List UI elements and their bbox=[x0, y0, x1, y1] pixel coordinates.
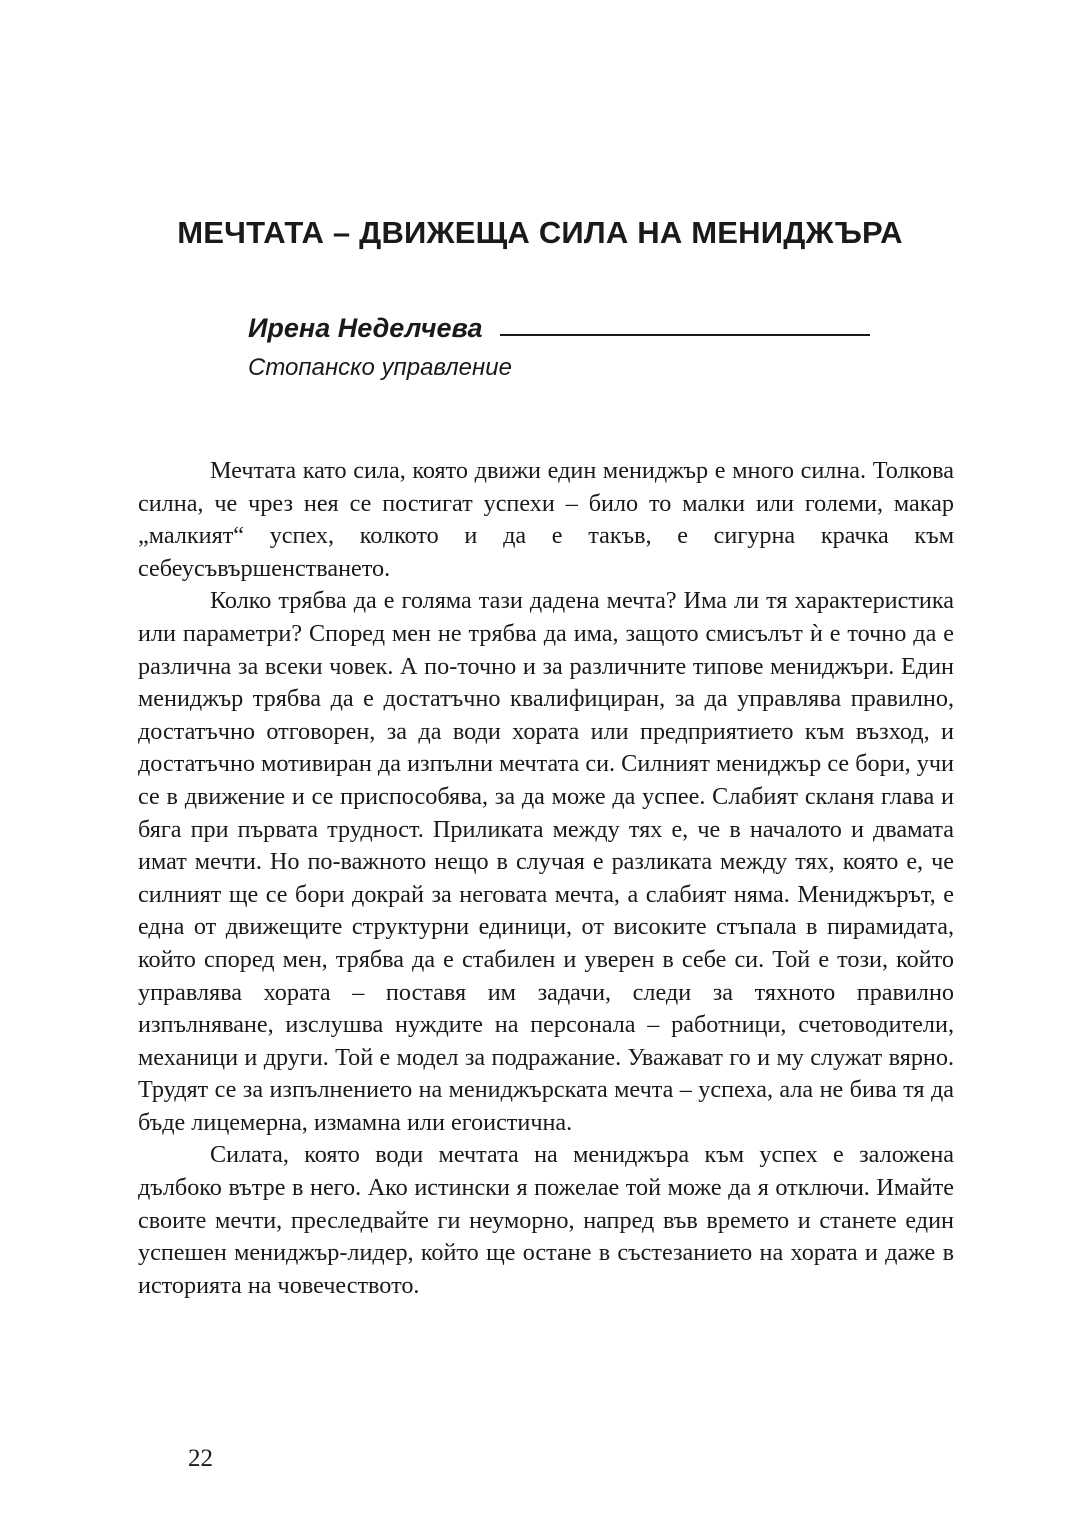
author-line bbox=[248, 300, 908, 344]
article-title: МЕЧТАТА – ДВИЖЕЩА СИЛА НА МЕНИДЖЪРА bbox=[177, 215, 903, 250]
paragraph-3: Силата, която води мечтата на мениджъра към успех е заложена дълбоко вътре в него. Ако истински я пожелае той може да я отключи. Имайте своите мечти, преследвайте ги неуморно, напред във времето и станете един успешен мениджър-лидер, който ще остане в състезанието на хората и даже в историята на човечеството. bbox=[138, 1141, 954, 1299]
page-number: 22 bbox=[188, 1445, 213, 1472]
author-block bbox=[248, 300, 908, 382]
article-body bbox=[138, 455, 954, 1302]
author-affiliation: Стопанско управление bbox=[248, 354, 512, 381]
author-name: Ирена Неделчева bbox=[248, 313, 483, 343]
paragraph-2: Колко трябва да е голяма тази дадена мечта? Има ли тя характеристика или параметри? Според мен не трябва да има, защото смисълът ѝ е точно да е различна за всеки човек. А по-точно и за различните типове мениджъри. Един мениджър трябва да е достатъчно квалифициран, за да управлява правилно, достатъчно отговорен, за да води хората или предприятието към възход, и достатъчно мотивиран да изпълни мечтата си. Силният мениджър се бори, учи се в движение и се приспособява, за да може да успее. Слабият скланя глава и бяга при първата трудност. Приликата между тях е, че в началото и двамата имат мечти. Но по-важното нещо в случая е разликата между тях, която е, че силният ще се бори докрай за неговата мечта, а слабият няма. Мениджърът, е една от движещите структурни единици, от високите стъпала в пирамидата, който според мен, трябва да е стабилен и уверен в себе си. Той е този, който управлява хората – поставя им задачи, следи за тяхното правилно изпълняване, изслушва нуждите на персонала – работници, счетоводители, механици и други. Той е модел за подражание. Уважават го и му служат вярно. Трудят се за изпълнението на мениджърската мечта – успеха, ала не бива тя да бъде лицемерна, измамна или егоистична. bbox=[138, 587, 954, 1136]
paragraph-1: Мечтата като сила, която движи един мениджър е много силна. Толкова силна, че чрез нея се постигат успехи – било то малки или големи, макар „малкият“ успех, колкото и да е такъв, е сигурна крачка към себеусъвършенстването. bbox=[138, 457, 954, 582]
author-rule bbox=[500, 334, 870, 336]
